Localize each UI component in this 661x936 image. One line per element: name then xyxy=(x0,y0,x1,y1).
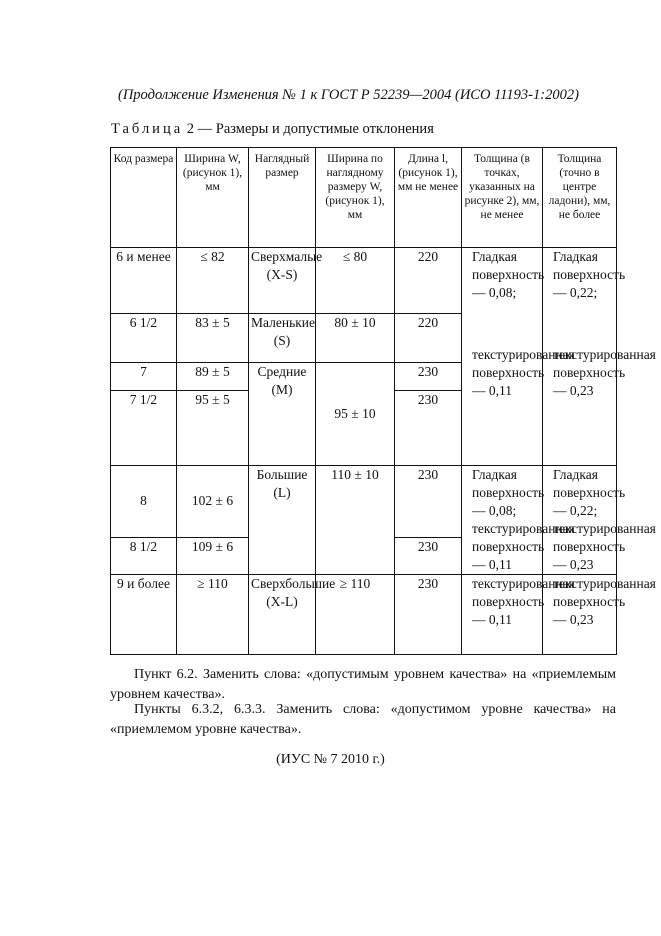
width-by-size-cell: 95 ± 10 xyxy=(316,363,395,466)
header-width-by-size: Ширина по наглядному размеру W, (рисунок 1), мм xyxy=(316,148,395,248)
width-by-size-cell: 80 ± 10 xyxy=(316,314,395,363)
visual-size-cell: Средние (M) xyxy=(249,363,316,466)
row-width: 83 ± 5 xyxy=(177,314,249,363)
row-width: 102 ± 6 xyxy=(177,466,249,538)
thickness-points-large xyxy=(462,466,575,575)
visual-size-cell: Большие (L) xyxy=(249,466,316,575)
row-code: 8 1/2 xyxy=(111,537,177,574)
row-length: 230 xyxy=(395,466,462,538)
thickness-textured-text: текстурированная поверхность — 0,11 xyxy=(472,576,575,627)
paragraph-6-2: Пункт 6.2. Заменить слова: «допустимым уровнем качества» на «приемлемым уровнем качества». xyxy=(110,667,616,702)
thickness-center-large xyxy=(543,466,656,575)
thickness-points-xl xyxy=(462,575,575,655)
thickness-smooth-text: Гладкая поверхность — 0,22; xyxy=(553,249,626,300)
header-width: Ширина W, (рисунок 1), мм xyxy=(177,148,249,248)
thickness-textured-text: текстурированная поверхность — 0,23 xyxy=(553,576,656,627)
row-length: 220 xyxy=(395,248,462,314)
table-caption xyxy=(111,121,434,138)
width-by-size-cell: 110 ± 10 xyxy=(316,466,395,575)
width-by-size-cell: ≤ 80 xyxy=(316,248,395,314)
row-width: ≤ 82 xyxy=(177,248,249,314)
thickness-center-xl xyxy=(543,575,656,655)
row-length: 230 xyxy=(395,391,462,466)
header-size-code: Код размера xyxy=(111,148,177,248)
thickness-smooth-text: Гладкая поверхность — 0,22; xyxy=(553,467,626,518)
table-caption-text: 2 — Размеры и допустимые отклонения xyxy=(186,121,434,137)
row-width: ≥ 110 xyxy=(177,575,249,655)
row-length: 230 xyxy=(395,363,462,391)
row-length: 220 xyxy=(395,314,462,363)
header-visual-size: Наглядный размер xyxy=(249,148,316,248)
document-header: (Продолжение Изменения № 1 к ГОСТ Р 52239—2004 (ИСО 11193-1:2002) xyxy=(118,87,579,103)
row-width: 95 ± 5 xyxy=(177,391,249,466)
row-code: 7 xyxy=(111,363,177,391)
table-caption-word: Таблица xyxy=(111,121,184,137)
sizes-table xyxy=(110,147,656,655)
thickness-textured-text: текстурированная поверхность — 0,23 xyxy=(553,347,656,398)
row-code: 6 и менее xyxy=(111,248,177,314)
visual-size-cell: Сверхмалые (X-S) xyxy=(249,248,316,314)
header-thickness-center: Толщина (точно в центре ладони), мм, не более xyxy=(543,148,617,248)
visual-size-cell: Маленькие (S) xyxy=(249,314,316,363)
thickness-smooth-text: Гладкая поверхность — 0,08; xyxy=(472,249,545,300)
row-code: 7 1/2 xyxy=(111,391,177,466)
thickness-points-small xyxy=(462,248,575,466)
thickness-textured-text: текстурированная поверхность — 0,11 xyxy=(472,521,575,572)
header-thickness-points: Толщина (в точках, указанных на рисунке 2), мм, не менее xyxy=(462,148,543,248)
row-code: 8 xyxy=(111,466,177,538)
thickness-textured-text: текстурированная поверхность — 0,11 xyxy=(472,347,575,398)
row-length: 230 xyxy=(395,537,462,574)
paragraph-6-3: Пункты 6.3.2, 6.3.3. Заменить слова: «допустимом уровне качества» на «приемлемом уровне качества». xyxy=(110,702,616,737)
thickness-center-small xyxy=(543,248,656,466)
source-reference: (ИУС № 7 2010 г.) xyxy=(276,752,385,767)
header-length: Длина l, (рисунок 1), мм не менее xyxy=(395,148,462,248)
row-code: 6 1/2 xyxy=(111,314,177,363)
row-code: 9 и более xyxy=(111,575,177,655)
visual-size-cell: Сверхбольшие (X-L) xyxy=(249,575,316,655)
thickness-textured-text: текстурированная поверхность — 0,23 xyxy=(553,521,656,572)
thickness-smooth-text: Гладкая поверхность — 0,08; xyxy=(472,467,545,518)
width-by-size-cell: ≥ 110 xyxy=(316,575,395,655)
row-width: 109 ± 6 xyxy=(177,537,249,574)
row-length: 230 xyxy=(395,575,462,655)
row-width: 89 ± 5 xyxy=(177,363,249,391)
